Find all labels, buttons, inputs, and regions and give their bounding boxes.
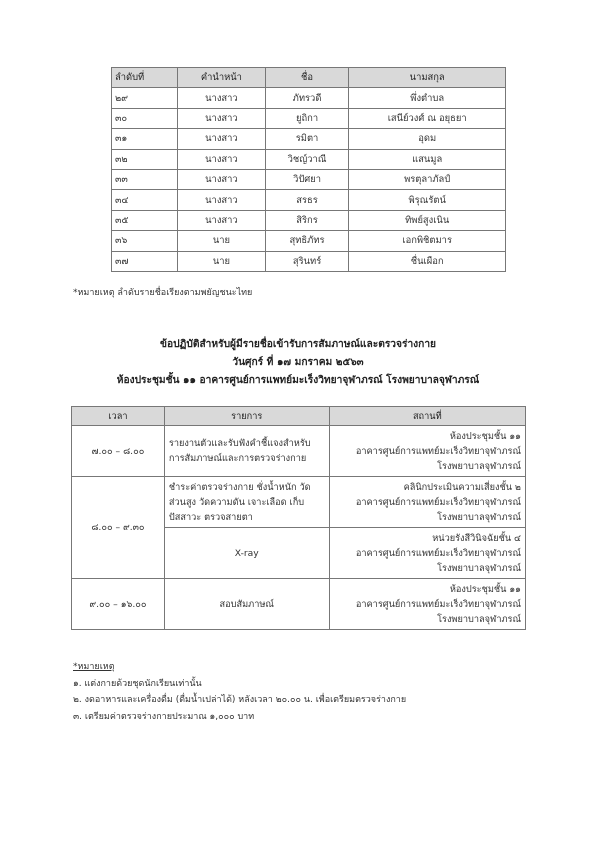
cell-location	[329, 579, 525, 630]
table-row	[112, 149, 506, 169]
header-last-name: นามสกุล	[349, 68, 506, 88]
cell-activity	[164, 426, 329, 477]
table-row	[72, 426, 526, 477]
table-row	[72, 579, 526, 630]
location-line: คลินิกประเมินความเสี่ยงชั้น ๒	[403, 481, 521, 493]
table-row	[112, 210, 506, 230]
location-line: โรงพยาบาลจุฬาภรณ์	[437, 613, 521, 625]
cell-location	[329, 477, 525, 528]
header-order: ลำดับที่	[112, 68, 178, 88]
notes-title: *หมายเหตุ	[73, 662, 115, 672]
cell-first-name: สุรินทร์	[265, 251, 349, 271]
location-line: โรงพยาบาลจุฬาภรณ์	[437, 460, 521, 472]
table-row	[112, 88, 506, 108]
cell-prefix: นางสาว	[178, 190, 266, 210]
location-line: หน่วยรังสีวินิจฉัยชั้น ๔	[432, 532, 521, 544]
cell-first-name: ภัทรวดี	[265, 88, 349, 108]
event-date: วันศุกร์ ที่ ๑๗ มกราคม ๒๕๖๓	[232, 357, 364, 368]
cell-first-name: สิริกร	[265, 210, 349, 230]
table-row	[112, 251, 506, 271]
location-line: ห้องประชุมชั้น ๑๑	[449, 583, 521, 595]
event-venue: ห้องประชุมชั้น ๑๑ อาคารศูนย์การแพทย์มะเร็งวิทยาจุฬาภรณ์ โรงพยาบาลจุฬาภรณ์	[116, 375, 480, 386]
activity-line: ส่วนสูง วัดความดัน เจาะเลือด เก็บ	[168, 496, 305, 508]
cell-time: ๗.๐๐ – ๘.๐๐	[72, 426, 165, 477]
table-row	[112, 129, 506, 149]
cell-order: ๓๑	[112, 129, 178, 149]
cell-first-name: รมิตา	[265, 129, 349, 149]
cell-prefix: นางสาว	[178, 88, 266, 108]
notes-section	[73, 659, 406, 725]
cell-order: ๓๔	[112, 190, 178, 210]
table-row	[112, 108, 506, 128]
name-table-header-row	[112, 68, 506, 88]
location-line: โรงพยาบาลจุฬาภรณ์	[437, 562, 521, 574]
schedule-table	[71, 406, 526, 630]
cell-first-name: สรธร	[265, 190, 349, 210]
location-line: อาคารศูนย์การแพทย์มะเร็งวิทยาจุฬาภรณ์	[355, 598, 521, 610]
header-activity: รายการ	[164, 407, 329, 426]
cell-activity	[164, 579, 329, 630]
cell-prefix: นางสาว	[178, 169, 266, 189]
header-prefix: คำนำหน้า	[178, 68, 266, 88]
header-location: สถานที่	[329, 407, 525, 426]
cell-prefix: นางสาว	[178, 210, 266, 230]
cell-last-name: พึ่งตำบล	[349, 88, 506, 108]
cell-order: ๒๙	[112, 88, 178, 108]
cell-order: ๓๓	[112, 169, 178, 189]
cell-first-name: สุทธิภัทร	[265, 231, 349, 251]
note-item: ๓. เตรียมค่าตรวจร่างกายประมาณ ๑,๐๐๐ บาท	[73, 711, 255, 722]
table-row	[112, 190, 506, 210]
sort-order-note: *หมายเหตุ ลำดับรายชื่อเรียงตามพยัญชนะไทย	[73, 288, 253, 298]
cell-last-name: แสนมูล	[349, 149, 506, 169]
table-row	[72, 477, 526, 528]
cell-order: ๓๖	[112, 231, 178, 251]
cell-order: ๓๒	[112, 149, 178, 169]
header-time: เวลา	[72, 407, 165, 426]
header-first-name: ชื่อ	[265, 68, 349, 88]
cell-order: ๓๕	[112, 210, 178, 230]
location-line: อาคารศูนย์การแพทย์มะเร็งวิทยาจุฬาภรณ์	[355, 445, 521, 457]
page-title: ข้อปฏิบัติสำหรับผู้มีรายชื่อเข้ารับการสัมภาษณ์และตรวจร่างกาย	[159, 339, 437, 350]
cell-order: ๓๗	[112, 251, 178, 271]
location-line: โรงพยาบาลจุฬาภรณ์	[437, 511, 521, 523]
cell-location	[329, 528, 525, 579]
activity-line: ชำระค่าตรวจร่างกาย ชั่งน้ำหนัก วัด	[168, 481, 311, 493]
cell-last-name: พรตุลาภัลป์	[349, 169, 506, 189]
cell-prefix: นาย	[178, 231, 266, 251]
cell-time: ๙.๐๐ – ๑๖.๐๐	[72, 579, 165, 630]
location-line: อาคารศูนย์การแพทย์มะเร็งวิทยาจุฬาภรณ์	[355, 496, 521, 508]
cell-last-name: เสนีย์วงศ์ ณ อยุธยา	[349, 108, 506, 128]
cell-last-name: ชื่นเผือก	[349, 251, 506, 271]
table-row	[112, 231, 506, 251]
cell-activity	[164, 477, 329, 528]
name-list-table	[111, 67, 506, 272]
activity-line: ปัสสาวะ ตรวจสายตา	[168, 511, 253, 523]
cell-order: ๓๐	[112, 108, 178, 128]
cell-last-name: เอกพิชิตมาร	[349, 231, 506, 251]
table-row	[112, 169, 506, 189]
activity-line: สอบสัมภาษณ์	[219, 598, 274, 610]
note-item: ๑. แต่งกายด้วยชุดนักเรียนเท่านั้น	[73, 678, 202, 689]
cell-first-name: ยูถิกา	[265, 108, 349, 128]
cell-first-name: วิชญ์วาณี	[265, 149, 349, 169]
cell-first-name: วิปัศยา	[265, 169, 349, 189]
location-line: อาคารศูนย์การแพทย์มะเร็งวิทยาจุฬาภรณ์	[355, 547, 521, 559]
cell-last-name: ทิพย์สูงเนิน	[349, 210, 506, 230]
note-item: ๒. งดอาหารและเครื่องดื่ม (ดื่มน้ำเปล่าได้) หลังเวลา ๒๐.๐๐ น. เพื่อเตรียมตรวจร่างกาย	[73, 695, 407, 705]
activity-line: X-ray	[234, 547, 259, 559]
cell-prefix: นางสาว	[178, 108, 266, 128]
activity-line: การสัมภาษณ์และการตรวจร่างกาย	[168, 453, 307, 464]
cell-activity	[164, 528, 329, 579]
cell-last-name: พิรุณรัตน์	[349, 190, 506, 210]
cell-last-name: อุดม	[349, 129, 506, 149]
activity-line: รายงานตัวและรับฟังคำชี้แจงสำหรับ	[168, 438, 311, 449]
schedule-header-row	[72, 407, 526, 426]
location-line: ห้องประชุมชั้น ๑๑	[449, 430, 521, 442]
cell-prefix: นางสาว	[178, 149, 266, 169]
cell-location	[329, 426, 525, 477]
cell-time: ๘.๐๐ – ๙.๓๐	[72, 477, 165, 579]
cell-prefix: นางสาว	[178, 129, 266, 149]
cell-prefix: นาย	[178, 251, 266, 271]
